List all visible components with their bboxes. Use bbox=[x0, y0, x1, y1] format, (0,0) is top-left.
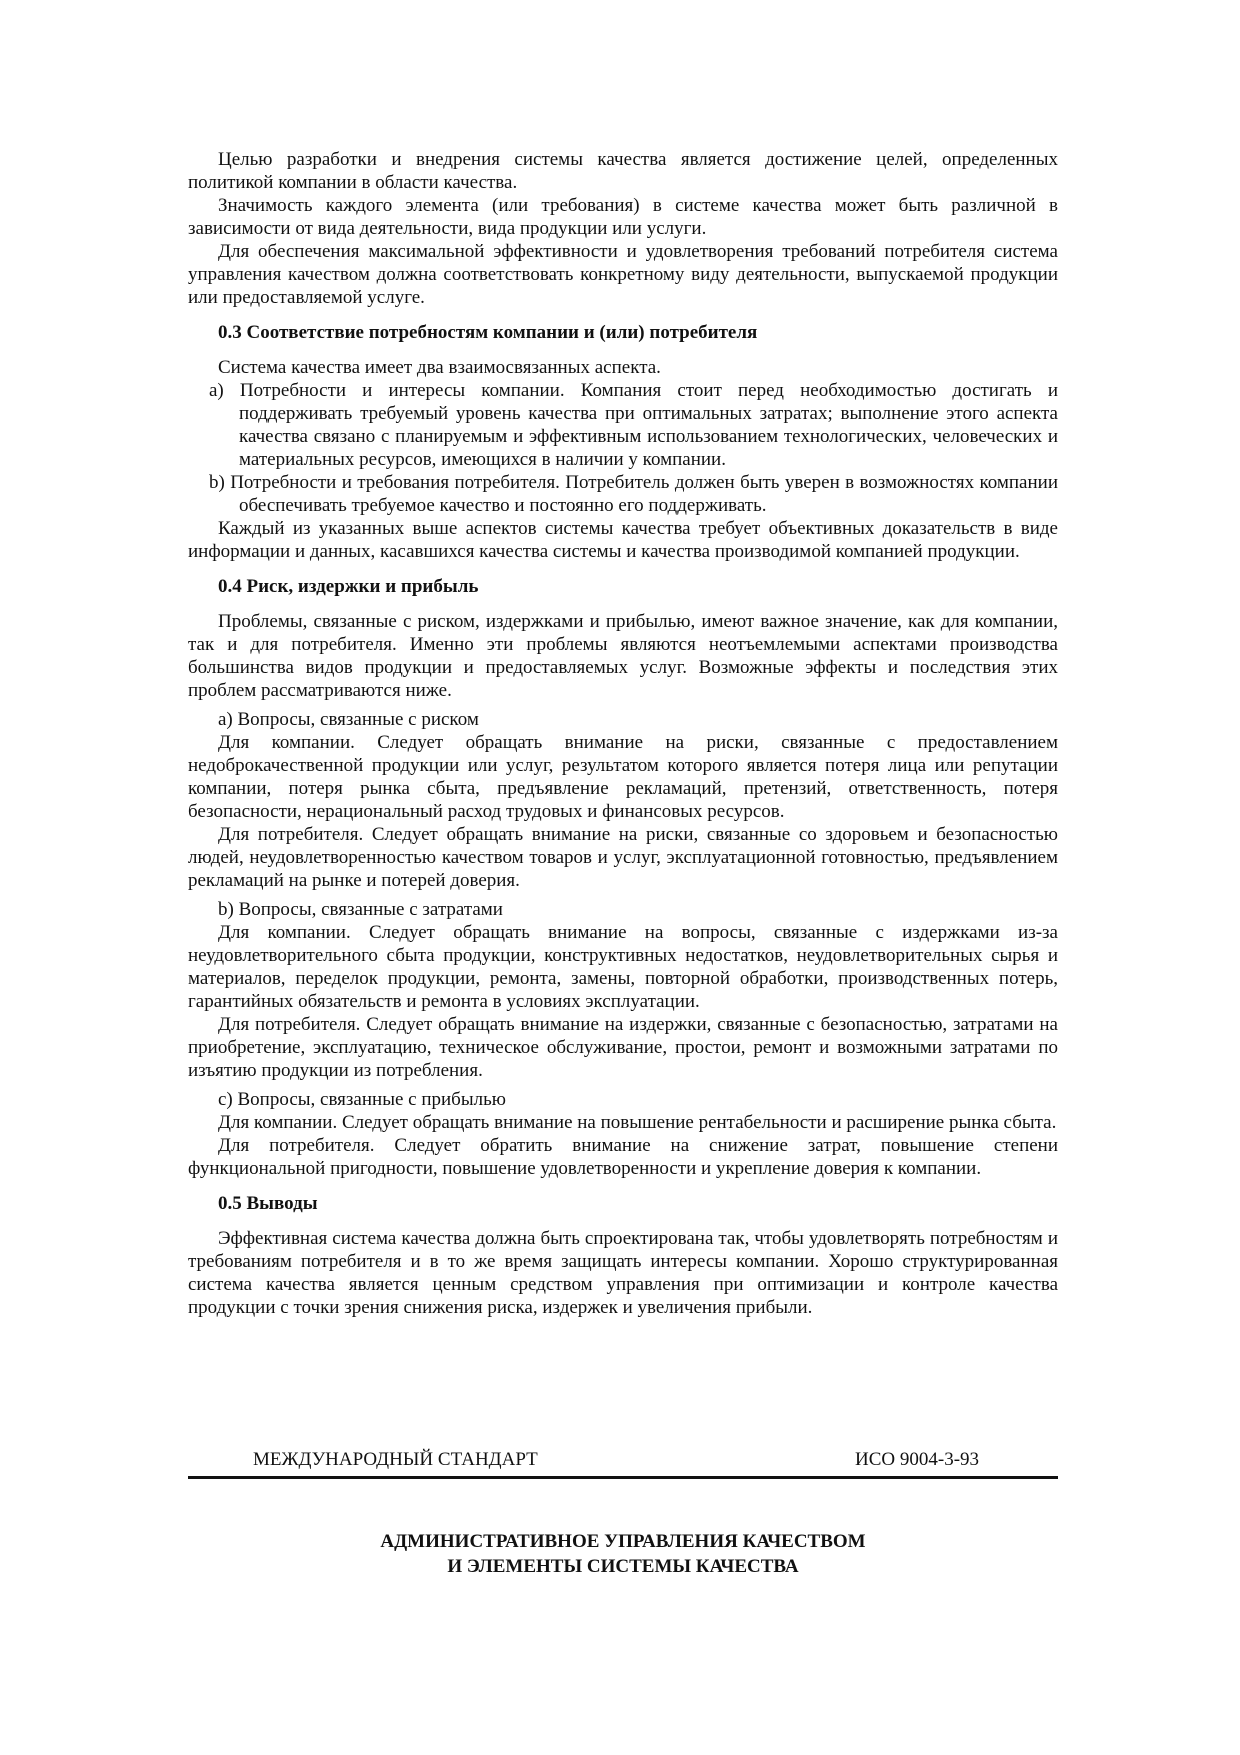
intro-paragraph-1: Целью разработки и внедрения системы качества является достижение целей, определенных политикой компании в области качества. bbox=[188, 149, 1058, 193]
risk-company-paragraph: Для компании. Следует обращать внимание на риски, связанные с предоставлением недоброкачественной продукции или услуг, результатом которого является потеря лица или репутации компании, потеря рынка сбыта, предъявление рекламаций, претензий, ответственность, потеря безопасности, нерациональный расход трудовых и финансовых ресурсов. bbox=[188, 732, 1058, 822]
profit-company-paragraph: Для компании. Следует обращать внимание на повышение рентабельности и расширение рынка сбыта. bbox=[218, 1112, 1057, 1133]
document-body bbox=[188, 148, 1058, 1319]
section-0-3-paragraph-1: Система качества имеет два взаимосвязанных аспекта. bbox=[218, 357, 661, 378]
profit-consumer-paragraph: Для потребителя. Следует обратить внимание на снижение затрат, повышение степени функциональной пригодности, повышение удовлетворенности и укрепление доверия к компании. bbox=[188, 1135, 1058, 1179]
section-0-3-item-b: b) Потребности и требования потребителя. Потребитель должен быть уверен в возможностях компании обеспечивать требуемое качество и постоянно его поддерживать. bbox=[209, 472, 1058, 516]
document-title-line-2: И ЭЛЕМЕНТЫ СИСТЕМЫ КАЧЕСТВА bbox=[447, 1556, 799, 1577]
costs-consumer-paragraph: Для потребителя. Следует обращать внимание на издержки, связанные с безопасностью, затратами на приобретение, эксплуатацию, техническое обслуживание, простои, ремонт и возможными затратами по изъятию продукции из потребления. bbox=[188, 1014, 1058, 1081]
risk-consumer-paragraph: Для потребителя. Следует обращать внимание на риски, связанные со здоровьем и безопасностью людей, неудовлетворенностью качеством товаров и услуг, эксплуатационной готовностью, предъявлением рекламаций на рынке и потерей доверия. bbox=[188, 824, 1058, 891]
section-0-4-paragraph-1: Проблемы, связанные с риском, издержками и прибылью, имеют важное значение, как для компании, так и для потребителя. Именно эти проблемы являются неотъемлемыми аспектами производства большинства видов продукции и предоставляемых услуг. Возможные эффекты и последствия этих проблем рассматриваются ниже. bbox=[188, 611, 1058, 701]
standard-number: ИСО 9004-3-93 bbox=[855, 1449, 980, 1470]
section-heading-0-3: 0.3 Соответствие потребностям компании и (или) потребителя bbox=[218, 322, 758, 343]
risk-subheading: a) Вопросы, связанные с риском bbox=[218, 709, 479, 730]
section-0-3-paragraph-2: Каждый из указанных выше аспектов системы качества требует объективных доказательств в виде информации и данных, касавшихся качества системы и качества производимой компанией продукции. bbox=[188, 518, 1058, 562]
section-heading-0-5: 0.5 Выводы bbox=[218, 1193, 318, 1214]
section-0-5-paragraph-1: Эффективная система качества должна быть спроектирована так, чтобы удовлетворять потребностям и требованиям потребителя и в то же время защищать интересы компании. Хорошо структурированная система качества является ценным средством управления при оптимизации и контроле качества продукции с точки зрения снижения риска, издержек и увеличения прибыли. bbox=[188, 1228, 1058, 1318]
intro-paragraph-3: Для обеспечения максимальной эффективности и удовлетворения требований потребителя система управления качеством должна соответствовать конкретному виду деятельности, выпускаемой продукции или предоставляемой услуге. bbox=[188, 241, 1058, 308]
profit-subheading: c) Вопросы, связанные с прибылью bbox=[218, 1089, 506, 1110]
standard-label: МЕЖДУНАРОДНЫЙ СТАНДАРТ bbox=[253, 1449, 538, 1470]
document-title bbox=[188, 1529, 1058, 1579]
section-0-3-item-a: a) Потребности и интересы компании. Компания стоит перед необходимостью достигать и поддерживать требуемый уровень качества при оптимальных затратах; выполнение этого аспекта качества связано с планируемым и эффективным использованием технологических, человеческих и материальных ресурсов, имеющихся в наличии у компании. bbox=[209, 380, 1058, 470]
standard-header bbox=[188, 1448, 1058, 1479]
intro-paragraph-2: Значимость каждого элемента (или требования) в системе качества может быть различной в зависимости от вида деятельности, вида продукции или услуги. bbox=[188, 195, 1058, 239]
section-heading-0-4: 0.4 Риск, издержки и прибыль bbox=[218, 576, 479, 597]
costs-company-paragraph: Для компании. Следует обращать внимание на вопросы, связанные с издержками из-за неудовлетворительного сбыта продукции, конструктивных недостатков, неудовлетворительных сырья и материалов, переделок продукции, ремонта, замены, повторной обработки, производственных потерь, гарантийных обязательств и ремонта в условиях эксплуатации. bbox=[188, 922, 1058, 1012]
costs-subheading: b) Вопросы, связанные с затратами bbox=[218, 899, 503, 920]
document-title-line-1: АДМИНИСТРАТИВНОЕ УПРАВЛЕНИЯ КАЧЕСТВОМ bbox=[380, 1531, 866, 1552]
